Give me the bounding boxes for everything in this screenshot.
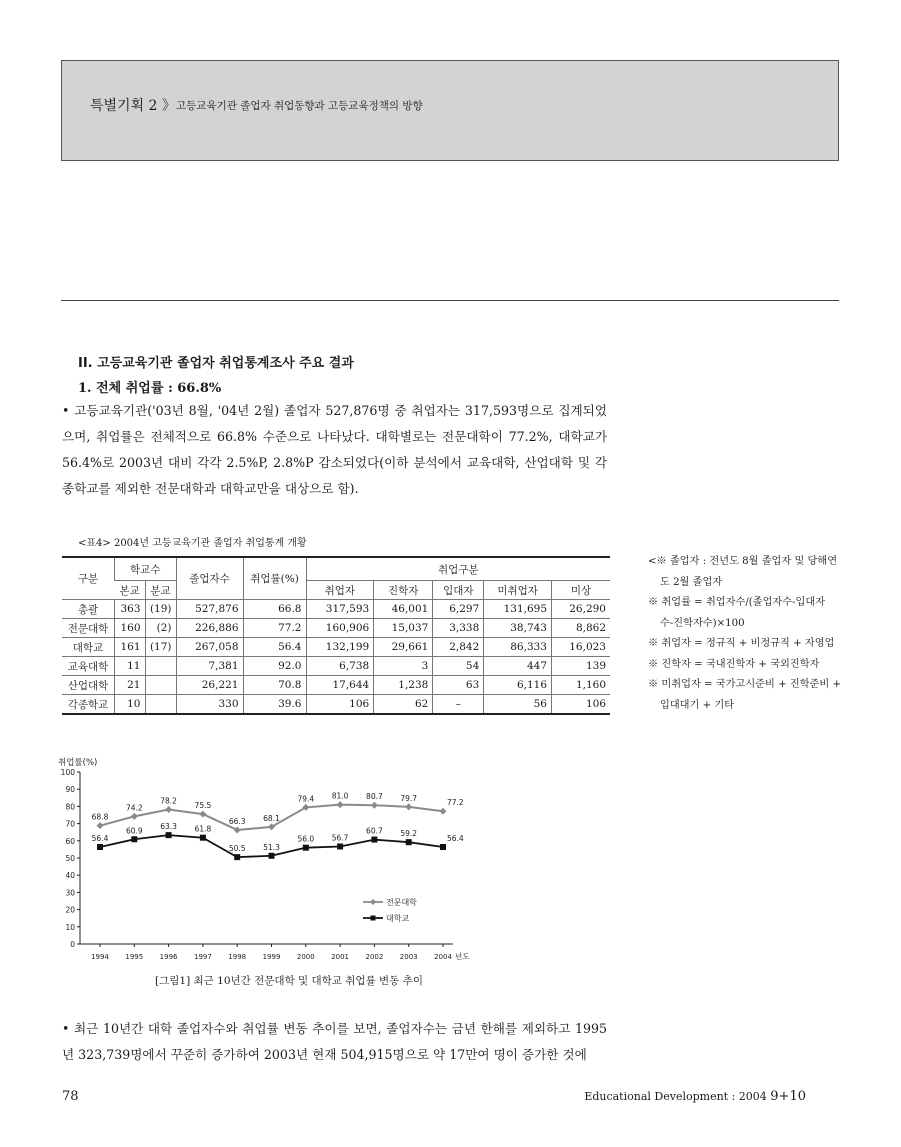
data-label: 51.3 [263, 842, 280, 852]
cell-unknown: 26,290 [552, 600, 611, 619]
table-row [62, 657, 610, 676]
cell-unemployed: 38,743 [484, 619, 552, 638]
row-label: 각종학교 [62, 695, 115, 715]
cell-further-study: 1,238 [374, 676, 433, 695]
cell-main: 160 [115, 619, 146, 638]
y-tick-label: 100 [60, 768, 75, 777]
cell-unknown: 16,023 [552, 638, 611, 657]
data-label: 68.1 [263, 813, 280, 823]
cell-branch [145, 676, 176, 695]
cell-employed: 6,738 [306, 657, 374, 676]
data-point [234, 826, 241, 833]
data-point [199, 811, 206, 818]
data-label: 50.5 [228, 844, 246, 854]
row-label: 교육대학 [62, 657, 115, 676]
data-label: 56.7 [331, 833, 349, 843]
data-label: 68.8 [91, 812, 109, 822]
table-caption: <표4> 2004년 고등교육기관 졸업자 취업통계 개황 [78, 538, 307, 549]
journal-issue: 9+10 [770, 1089, 806, 1104]
data-point [166, 832, 172, 838]
note-employment-rate-cont: 수-진학자수)×100 [660, 617, 745, 629]
cell-grads: 226,886 [176, 619, 243, 638]
row-label: 전문대학 [62, 619, 115, 638]
cell-unknown: 1,160 [552, 676, 611, 695]
col-branch: 분교 [145, 581, 176, 600]
y-tick-label: 30 [65, 888, 75, 898]
cell-branch [145, 657, 176, 676]
cell-main: 11 [115, 657, 146, 676]
cell-unemployed: 56 [484, 695, 552, 715]
y-tick-label: 40 [65, 871, 75, 881]
data-label: 80.7 [366, 792, 383, 802]
data-point [405, 803, 412, 810]
cell-further-study: 3 [374, 657, 433, 676]
cell-unemployed: 86,333 [484, 638, 552, 657]
data-label: 79.4 [297, 794, 315, 804]
x-axis-label: 년도 [455, 952, 470, 961]
col-unemployed: 미취업자 [484, 581, 552, 600]
cell-main: 161 [115, 638, 146, 657]
data-label: 81.0 [331, 791, 349, 801]
cell-unemployed: 447 [484, 657, 552, 676]
cell-main: 363 [115, 600, 146, 619]
data-label: 75.5 [194, 801, 212, 811]
cell-employed: 106 [306, 695, 374, 715]
x-tick-label: 2004 [434, 953, 452, 961]
data-label: 61.8 [194, 824, 212, 834]
cell-rate: 56.4 [243, 638, 306, 657]
data-point [337, 801, 344, 808]
section-title: II. 고등교육기관 졸업자 취업통계조사 주요 결과 [78, 356, 354, 371]
cell-military: 3,338 [433, 619, 484, 638]
data-label: 60.9 [125, 826, 143, 836]
table-row [62, 638, 610, 657]
y-tick-label: 70 [65, 819, 75, 829]
legend-marker [371, 916, 376, 921]
x-tick-label: 1995 [125, 953, 144, 961]
note-graduates-cont: 도 2월 졸업자 [660, 576, 723, 588]
cell-unknown: 139 [552, 657, 611, 676]
cell-rate: 70.8 [243, 676, 306, 695]
legend-label: 전문대학 [386, 898, 417, 907]
cell-branch: (17) [145, 638, 176, 657]
cell-employed: 132,199 [306, 638, 374, 657]
y-tick-label: 0 [70, 940, 75, 949]
cell-grads: 330 [176, 695, 243, 715]
y-tick-label: 90 [65, 785, 75, 795]
data-point [440, 844, 446, 850]
x-tick-label: 1994 [91, 953, 109, 961]
col-schools: 학교수 [115, 557, 177, 581]
data-label: 66.3 [228, 816, 246, 826]
cell-main: 21 [115, 676, 146, 695]
cell-military: 6,297 [433, 600, 484, 619]
cell-main: 10 [115, 695, 146, 715]
cell-branch: (2) [145, 619, 176, 638]
col-military: 입대자 [433, 581, 484, 600]
data-point [269, 853, 275, 859]
data-point [200, 835, 206, 841]
cell-further-study: 29,661 [374, 638, 433, 657]
y-tick-label: 20 [65, 905, 75, 915]
cell-unemployed: 6,116 [484, 676, 552, 695]
x-tick-label: 1998 [228, 953, 247, 961]
table-row [62, 619, 610, 638]
x-tick-label: 1996 [159, 953, 178, 961]
row-label: 산업대학 [62, 676, 115, 695]
cell-rate: 66.8 [243, 600, 306, 619]
data-point [97, 822, 104, 829]
data-label: 77.2 [447, 798, 464, 808]
cell-unknown: 106 [552, 695, 611, 715]
cell-military: 2,842 [433, 638, 484, 657]
data-point [371, 802, 378, 809]
page-number: 78 [62, 1089, 79, 1104]
series-label: 특별기획 2 》 [90, 98, 176, 114]
cell-employed: 17,644 [306, 676, 374, 695]
x-tick-label: 1997 [193, 953, 212, 961]
col-rate: 취업률(%) [243, 557, 306, 600]
x-tick-label: 2000 [296, 953, 315, 961]
data-label: 60.7 [366, 826, 383, 836]
table-row [62, 600, 610, 619]
note-employment-rate: ※ 취업률 = 취업자수/(졸업자수-입대자 [648, 597, 826, 608]
cell-further-study: 15,037 [374, 619, 433, 638]
col-category: 구분 [62, 557, 115, 600]
cell-further-study: 46,001 [374, 600, 433, 619]
table-header-row [62, 557, 610, 581]
cell-military: 63 [433, 676, 484, 695]
cell-grads: 7,381 [176, 657, 243, 676]
cell-unemployed: 131,695 [484, 600, 552, 619]
data-label: 59.2 [400, 829, 418, 839]
data-label: 63.3 [160, 822, 177, 832]
data-point [131, 813, 138, 820]
table-row [62, 695, 610, 715]
y-axis-label: 취업률(%) [58, 758, 98, 768]
table-notes [648, 552, 848, 716]
x-tick-label: 2003 [399, 953, 418, 961]
x-tick-label: 2001 [331, 953, 350, 961]
employment-stats-table [62, 556, 610, 715]
cell-grads: 527,876 [176, 600, 243, 619]
cell-military: 54 [433, 657, 484, 676]
body-paragraph-1: • 고등교육기관('03년 8월, '04년 2월) 졸업자 527,876명 중 취업자는 317,593명으로 집계되었으며, 취업률은 전체적으로 66.8% 수준으로 나타났다. 대학별로는 전문대학이 77.2%, 대학교가 56.4%로 2003년 대비 각각 2.5%P, 2.8%P 감소되었다(이하 분석에서 교육대학, 산업대학 및 각종학교를 제외한 전문대학과 대학교만을 대상으로 함). [62, 403, 607, 496]
cell-rate: 92.0 [243, 657, 306, 676]
cell-grads: 267,058 [176, 638, 243, 657]
note-unemployed-cont: 입대대기 + 기타 [660, 699, 735, 711]
data-point [131, 836, 137, 842]
cell-rate: 39.6 [243, 695, 306, 715]
table-row [62, 676, 610, 695]
data-point [303, 845, 309, 851]
y-tick-label: 80 [65, 802, 75, 812]
col-employment: 취업구분 [306, 557, 610, 581]
cell-further-study: 62 [374, 695, 433, 715]
data-point [165, 806, 172, 813]
y-tick-label: 50 [65, 854, 75, 863]
row-label: 총괄 [62, 600, 115, 619]
data-point [440, 808, 447, 815]
body-paragraph-2: • 최근 10년간 대학 졸업자수와 취업률 변동 추이를 보면, 졸업자수는 금년 한해를 제외하고 1995년 323,739명에서 꾸준히 증가하여 2003년 현재 504,915명으로 약 17만여 명이 증가한 것에 [62, 1021, 607, 1062]
data-label: 56.4 [447, 833, 464, 843]
cell-branch [145, 695, 176, 715]
data-label: 79.7 [400, 793, 418, 803]
data-point [337, 843, 343, 849]
legend-label: 대학교 [386, 914, 410, 923]
col-grads: 졸업자수 [176, 557, 243, 600]
figure-caption: [그림1] 최근 10년간 전문대학 및 대학교 취업률 변동 추이 [155, 975, 423, 987]
data-point [371, 837, 377, 843]
note-employed: ※ 취업자 = 정규직 + 비정규직 + 자영업 [648, 638, 835, 649]
employment-rate-line-chart [58, 756, 478, 968]
legend-marker [370, 899, 376, 905]
section-subtitle: 1. 전체 취업률 : 66.8% [78, 381, 222, 396]
col-unknown: 미상 [552, 581, 611, 600]
data-label: 78.2 [160, 796, 177, 806]
row-label: 대학교 [62, 638, 115, 657]
data-label: 74.2 [125, 803, 143, 813]
cell-military: – [433, 695, 484, 715]
header-banner [61, 60, 839, 161]
cell-grads: 26,221 [176, 676, 243, 695]
cell-branch: (19) [145, 600, 176, 619]
data-point [406, 839, 412, 845]
divider-rule [61, 300, 839, 301]
note-further-study: ※ 진학자 = 국내진학자 + 국외진학자 [648, 658, 820, 670]
note-unemployed: ※ 미취업자 = 국가고시준비 + 진학준비 + [648, 679, 841, 690]
table-subheader-row [62, 581, 610, 600]
y-tick-label: 60 [65, 836, 75, 846]
y-tick-label: 10 [65, 922, 75, 932]
col-further-study: 진학자 [374, 581, 433, 600]
data-label: 56.0 [297, 834, 315, 844]
x-tick-label: 2002 [365, 953, 384, 961]
cell-rate: 77.2 [243, 619, 306, 638]
data-point [97, 844, 103, 850]
col-main: 본교 [115, 581, 146, 600]
data-label: 56.4 [91, 833, 109, 843]
note-graduates: <※ 졸업자 : 전년도 8월 졸업자 및 당해연 [648, 556, 838, 567]
data-point [234, 854, 240, 860]
cell-employed: 317,593 [306, 600, 374, 619]
col-employed: 취업자 [306, 581, 374, 600]
journal-footer [584, 1089, 806, 1104]
article-subtitle: 고등교육기관 졸업자 취업동향과 고등교육정책의 방향 [176, 100, 423, 112]
cell-employed: 160,906 [306, 619, 374, 638]
x-tick-label: 1999 [262, 953, 281, 961]
cell-unknown: 8,862 [552, 619, 611, 638]
journal-name: Educational Development : 2004 [584, 1090, 767, 1103]
